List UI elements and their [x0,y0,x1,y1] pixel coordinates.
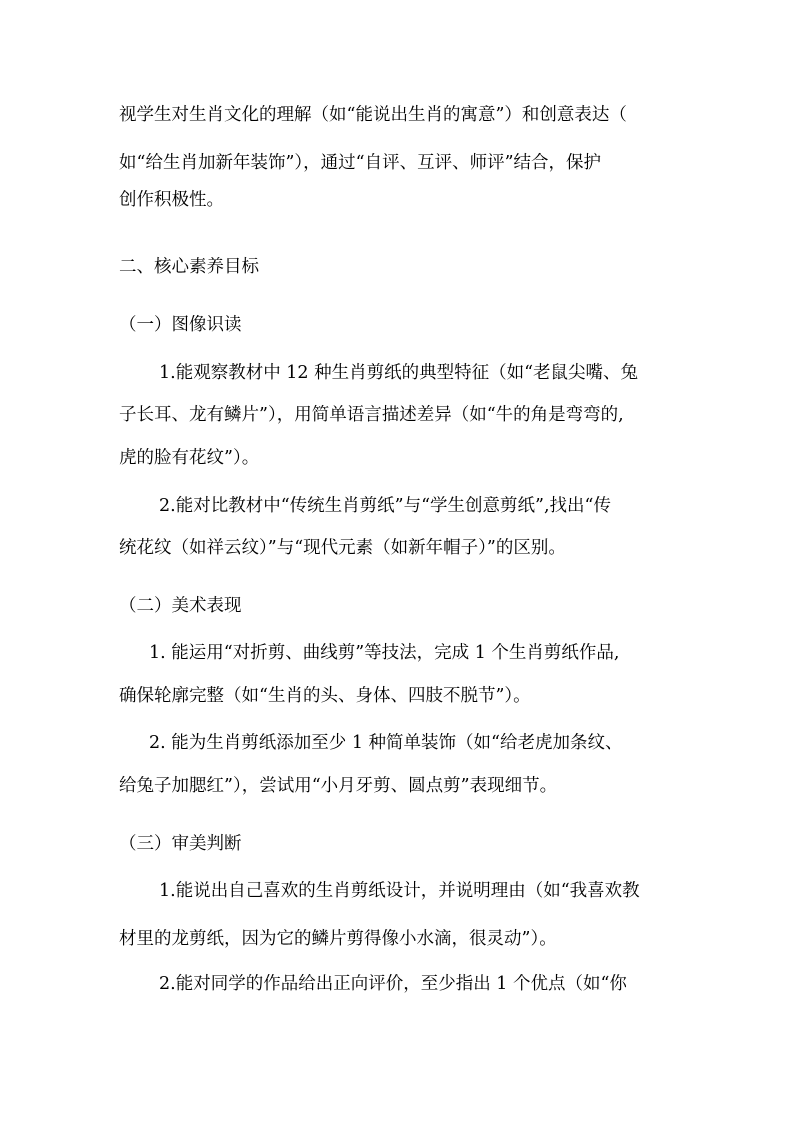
paragraph-line: 子长耳、龙有鳞片”），用简单语言描述差异（如“牛的角是弯弯的, [119,405,624,425]
paragraph-line: 1.能观察教材中 12 种生肖剪纸的典型特征（如“老鼠尖嘴、兔 [159,363,639,383]
subsection-heading: （二）美术表现 [119,596,242,616]
paragraph-line: 2.能对同学的作品给出正向评价，至少指出 1 个优点（如“你 [159,974,627,994]
subsection-heading: （三）审美判断 [119,834,242,854]
section-heading: 二、核心素养目标 [119,257,259,277]
paragraph-line: 统花纹（如祥云纹）”与“现代元素（如新年帽子）”的区别。 [119,538,566,558]
paragraph-line: 1. 能运用“对折剪、曲线剪”等技法，完成 1 个生肖剪纸作品, [149,643,620,663]
paragraph-line: 虎的脸有花纹”）。 [119,448,260,468]
paragraph-line: 2. 能为生肖剪纸添加至少 1 种简单装饰（如“给老虎加条纹、 [149,733,623,753]
paragraph-line: 视学生对生肖文化的理解（如“能说出生肖的寓意”）和创意表达（ [119,105,627,125]
paragraph-line: 材里的龙剪纸，因为它的鳞片剪得像小水滴，很灵动”）。 [119,929,557,949]
subsection-heading: （一）图像识读 [119,315,242,335]
paragraph-line: 给兔子加腮红”），尝试用“小月牙剪、圆点剪”表现细节。 [119,776,558,796]
paragraph-line: 确保轮廓完整（如“生肖的头、身体、四肢不脱节”）。 [119,686,531,706]
paragraph-line: 2.能对比教材中“传统生肖剪纸”与“学生创意剪纸”,找出“传 [159,496,611,516]
paragraph-line: 如“给生肖加新年装饰”），通过“自评、互评、师评”结合，保护 [119,153,602,173]
paragraph-line: 创作积极性。 [119,190,224,210]
paragraph-line: 1.能说出自己喜欢的生肖剪纸设计，并说明理由（如“我喜欢教 [159,881,640,901]
